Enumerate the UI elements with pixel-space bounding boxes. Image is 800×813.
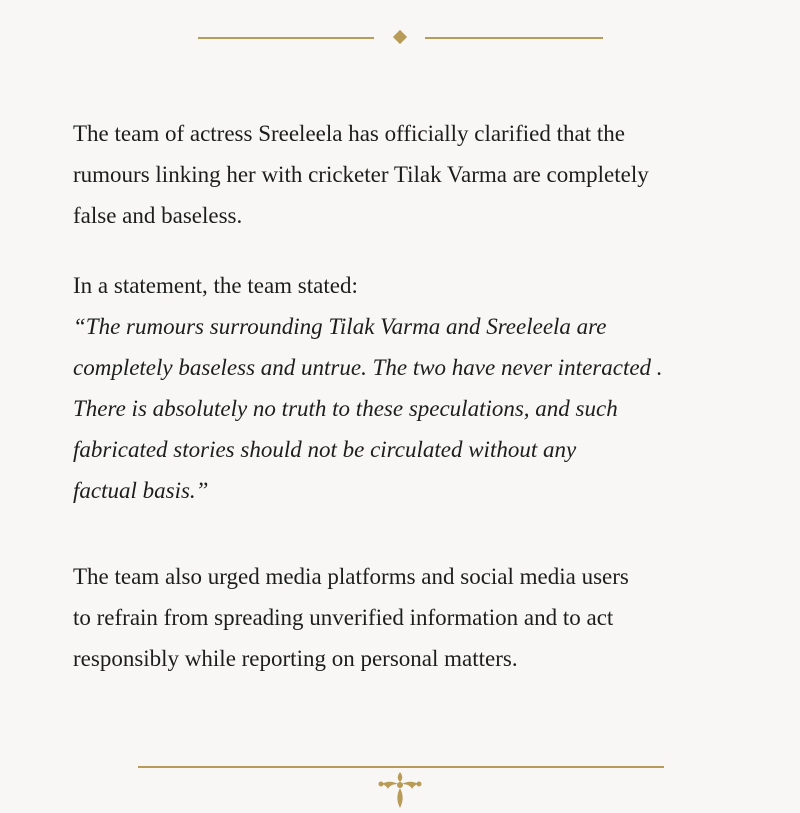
text-line: to refrain from spreading unverified information and to act <box>73 605 614 630</box>
top-divider-line-left <box>198 37 374 39</box>
quote-line: There is absolutely no truth to these speculations, and such <box>73 396 618 421</box>
text-line: rumours linking her with cricketer Tilak Varma are completely <box>73 162 649 187</box>
paragraph-media-appeal <box>73 556 753 679</box>
quote-line: factual basis.” <box>73 478 209 503</box>
text-line: The team of actress Sreeleela has officially clarified that the <box>73 121 625 146</box>
statement-quote <box>73 306 753 511</box>
diamond-icon <box>393 30 407 44</box>
text-line: false and baseless. <box>73 203 243 228</box>
bottom-divider-line <box>138 766 664 768</box>
paragraph-statement <box>73 265 753 511</box>
bottom-ornament-divider <box>0 760 800 813</box>
quote-line: fabricated stories should not be circulated without any <box>73 437 577 462</box>
top-divider-line-right <box>425 37 603 39</box>
quote-line: completely baseless and untrue. The two have never interacted . <box>73 355 663 380</box>
quote-line: “The rumours surrounding Tilak Varma and Sreeleela are <box>73 314 607 339</box>
paragraph-clarification <box>73 113 753 236</box>
statement-intro: In a statement, the team stated: <box>73 273 358 298</box>
text-line: The team also urged media platforms and social media users <box>73 564 629 589</box>
fleuron-icon <box>376 772 424 812</box>
text-line: responsibly while reporting on personal matters. <box>73 646 518 671</box>
top-ornament-divider <box>0 28 800 48</box>
